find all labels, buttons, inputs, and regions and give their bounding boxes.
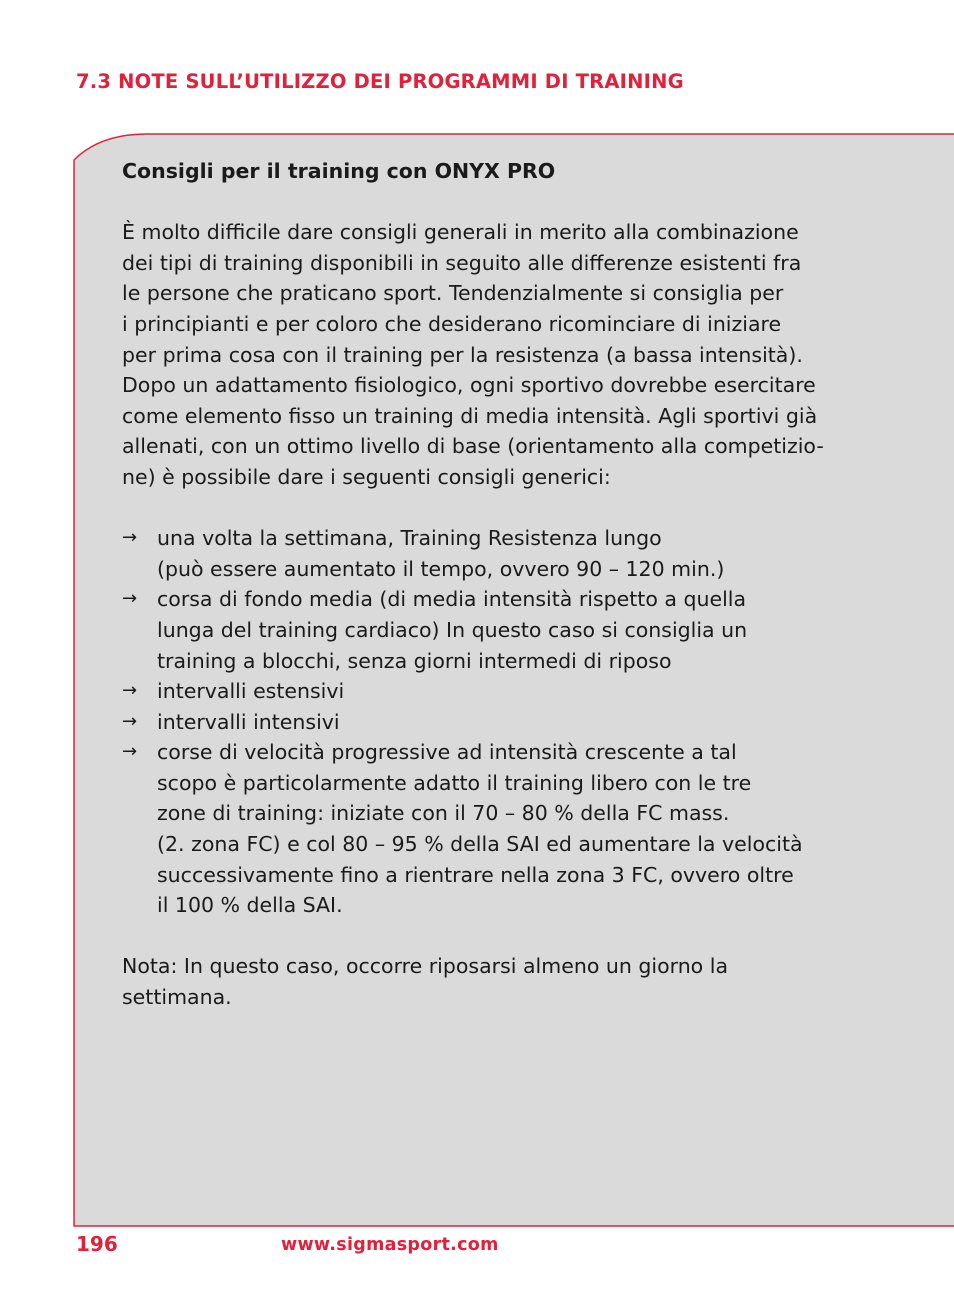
list-item-line: intervalli intensivi: [157, 709, 340, 734]
arrow-right-icon: →: [122, 588, 138, 610]
intro-paragraph: [122, 217, 852, 492]
content-body: [122, 156, 852, 1013]
list-item-line: corse di velocità progressive ad intensità crescente a tal: [157, 740, 737, 765]
arrow-right-icon: →: [122, 710, 138, 732]
list-item: [122, 676, 852, 707]
intro-line: È molto difficile dare consigli generali in merito alla combinazione: [122, 220, 799, 245]
list-item-line: scopo è particolarmente adatto il training libero con le tre: [157, 770, 752, 795]
list-item-line: zone di training: iniziate con il 70 – 80 % della FC mass.: [157, 801, 730, 826]
note-line: settimana.: [122, 985, 232, 1010]
note-line: Nota: In questo caso, occorre riposarsi almeno un giorno la: [122, 954, 729, 979]
list-item-line: (2. zona FC) e col 80 – 95 % della SAI ed aumentare la velocità: [157, 832, 803, 857]
list-item: [122, 707, 852, 738]
arrow-right-icon: →: [122, 527, 138, 549]
intro-line: ne) è possibile dare i seguenti consigli generici:: [122, 464, 611, 489]
arrow-right-icon: →: [122, 741, 138, 763]
list-item-line: intervalli estensivi: [157, 679, 345, 704]
list-item-line: (può essere aumentato il tempo, ovvero 90 – 120 min.): [157, 556, 725, 581]
list-item: [122, 584, 852, 676]
page-number: 196: [76, 1232, 118, 1256]
list-item: [122, 737, 852, 921]
list-item: [122, 523, 852, 584]
note-paragraph: [122, 951, 852, 1012]
list-item-line: corsa di fondo media (di media intensità rispetto a quella: [157, 587, 747, 612]
intro-line: le persone che praticano sport. Tendenzialmente si consiglia per: [122, 281, 784, 306]
list-item-line: una volta la settimana, Training Resistenza lungo: [157, 526, 662, 551]
intro-line: i principianti e per coloro che desiderano ricominciare di iniziare: [122, 311, 782, 336]
section-title: 7.3 NOTE SULL’UTILIZZO DEI PROGRAMMI DI TRAINING: [76, 70, 684, 93]
list-item-line: training a blocchi, senza giorni intermedi di riposo: [157, 648, 672, 673]
list-item-line: il 100 % della SAI.: [157, 893, 343, 918]
intro-line: dei tipi di training disponibili in seguito alle differenze esistenti fra: [122, 250, 802, 275]
intro-line: per prima cosa con il training per la resistenza (a bassa intensità).: [122, 342, 803, 367]
intro-line: come elemento fisso un training di media intensità. Agli sportivi già: [122, 403, 818, 428]
recommendation-list: [122, 523, 852, 921]
list-item-line: successivamente fino a rientrare nella zona 3 FC, ovvero oltre: [157, 862, 794, 887]
arrow-right-icon: →: [122, 680, 138, 702]
content-heading: Consigli per il training con ONYX PRO: [122, 159, 556, 183]
intro-line: allenati, con un ottimo livello di base (orientamento alla competizio-: [122, 434, 824, 459]
intro-line: Dopo un adattamento fisiologico, ogni sportivo dovrebbe esercitare: [122, 373, 816, 398]
list-item-line: lunga del training cardiaco) In questo caso si consiglia un: [157, 617, 748, 642]
footer-url[interactable]: www.sigmasport.com: [281, 1235, 499, 1255]
